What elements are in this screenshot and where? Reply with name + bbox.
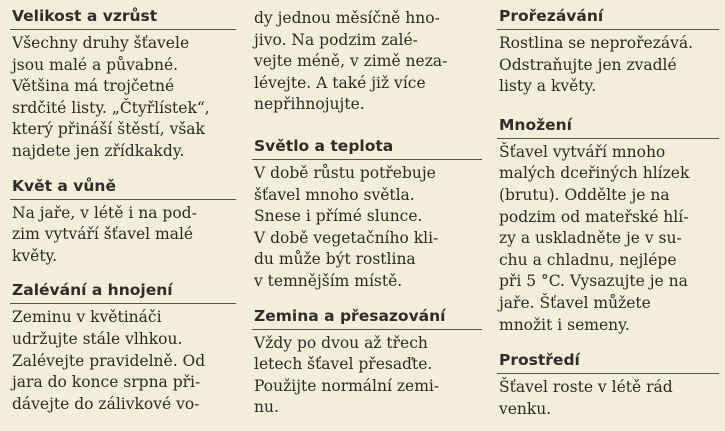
text-line: květy. xyxy=(12,246,58,265)
heading-flower-scent: Květ a vůně xyxy=(10,176,236,200)
text-line: který přináší štěstí, však xyxy=(12,120,205,139)
text-line: jaře. Šťavel můžete xyxy=(499,293,651,312)
text-line: chu a chladnu, nejlépe xyxy=(499,250,677,269)
column-3 xyxy=(497,0,719,420)
text-line: malých dceřiných hlízek xyxy=(499,164,690,183)
text-line: Zalévejte pravidelně. Od xyxy=(12,351,206,370)
text-line: Na jaře, v létě i na pod- xyxy=(12,203,197,222)
heading-environment: Prostředí xyxy=(497,350,719,374)
heading-watering-feeding: Zalévání a hnojení xyxy=(10,280,236,304)
section-size-growth xyxy=(10,6,236,163)
text-soil-repotting xyxy=(252,330,482,419)
text-line: množit i semeny. xyxy=(499,315,630,334)
heading-pruning: Prořezávání xyxy=(497,6,719,30)
text-line: Všechny druhy šťavele xyxy=(12,34,190,52)
text-size-growth xyxy=(10,30,236,163)
heading-light-temperature: Světlo a teplota xyxy=(252,136,482,160)
heading-size-growth: Velikost a vzrůst xyxy=(10,6,236,30)
text-line: (brutu). Oddělte je na xyxy=(499,185,670,204)
section-propagation xyxy=(497,115,719,336)
text-line: Většina má trojčetné xyxy=(12,77,175,96)
text-line: lévejte. A také již více xyxy=(254,73,426,92)
text-line: dávejte do zálivkové vo- xyxy=(12,394,200,413)
text-line: nu. xyxy=(254,398,279,417)
text-line: Snese i přímé slunce. xyxy=(254,207,423,226)
text-light-temperature xyxy=(252,160,482,293)
text-line: zim vytváří šťavel malé xyxy=(12,225,194,244)
text-flower-scent xyxy=(10,200,236,268)
text-line: jsou malé a půvabné. xyxy=(12,55,179,74)
text-line: při 5 °C. Vysazujte je na xyxy=(499,272,688,291)
text-line: dy jednou měsíčně hno- xyxy=(254,9,440,27)
text-line: najdete jen zřídkakdy. xyxy=(12,141,185,160)
text-line: venku. xyxy=(499,399,552,418)
section-pruning xyxy=(497,6,719,98)
section-soil-repotting xyxy=(252,306,482,419)
text-pruning xyxy=(497,30,719,98)
text-line: srdčité listy. „Čtyřlístek“, xyxy=(12,98,210,117)
text-line: Vždy po dvou až třech xyxy=(254,333,428,352)
text-watering-feeding xyxy=(10,304,236,415)
heading-soil-repotting: Zemina a přesazování xyxy=(252,306,482,330)
text-line: V době vegetačního kli- xyxy=(254,228,439,247)
column-2 xyxy=(252,0,482,419)
text-line: Rostlina se neprořezává. xyxy=(499,34,694,52)
section-light-temperature xyxy=(252,136,482,293)
text-watering-continuation xyxy=(252,0,482,116)
text-line: jara do konce srpna při- xyxy=(12,373,201,392)
text-line: podzim od mateřské hlí- xyxy=(499,207,689,226)
text-line: nepřihnojujte. xyxy=(254,95,365,114)
text-line: jivo. Na podzim zalé- xyxy=(254,30,418,49)
text-environment xyxy=(497,374,719,420)
text-line: šťavel mnoho světla. xyxy=(254,185,415,204)
section-environment xyxy=(497,350,719,420)
text-line: Zeminu v květináči xyxy=(12,308,162,327)
text-line: Šťavel vytváří mnoho xyxy=(499,142,666,161)
text-line: Použijte normální zemi- xyxy=(254,376,440,395)
text-line: udržujte stále vlhkou. xyxy=(12,329,183,348)
text-line: Šťavel roste v létě rád xyxy=(499,378,673,397)
column-1 xyxy=(10,0,236,415)
text-propagation xyxy=(497,139,719,336)
text-line: listy a květy. xyxy=(499,77,597,96)
text-line: v temnějším místě. xyxy=(254,271,403,290)
text-line: Odstraňujte jen zvadlé xyxy=(499,55,677,74)
text-line: du může být rostlina xyxy=(254,250,416,269)
heading-propagation: Množení xyxy=(497,115,719,139)
text-line: letech šťavel přesaďte. xyxy=(254,355,433,374)
text-line: zy a uskladněte je v su- xyxy=(499,229,682,248)
text-line: vejte méně, v zimě neza- xyxy=(254,52,448,71)
text-line: V době růstu potřebuje xyxy=(254,163,436,182)
section-watering-feeding xyxy=(10,280,236,415)
section-flower-scent xyxy=(10,176,236,268)
